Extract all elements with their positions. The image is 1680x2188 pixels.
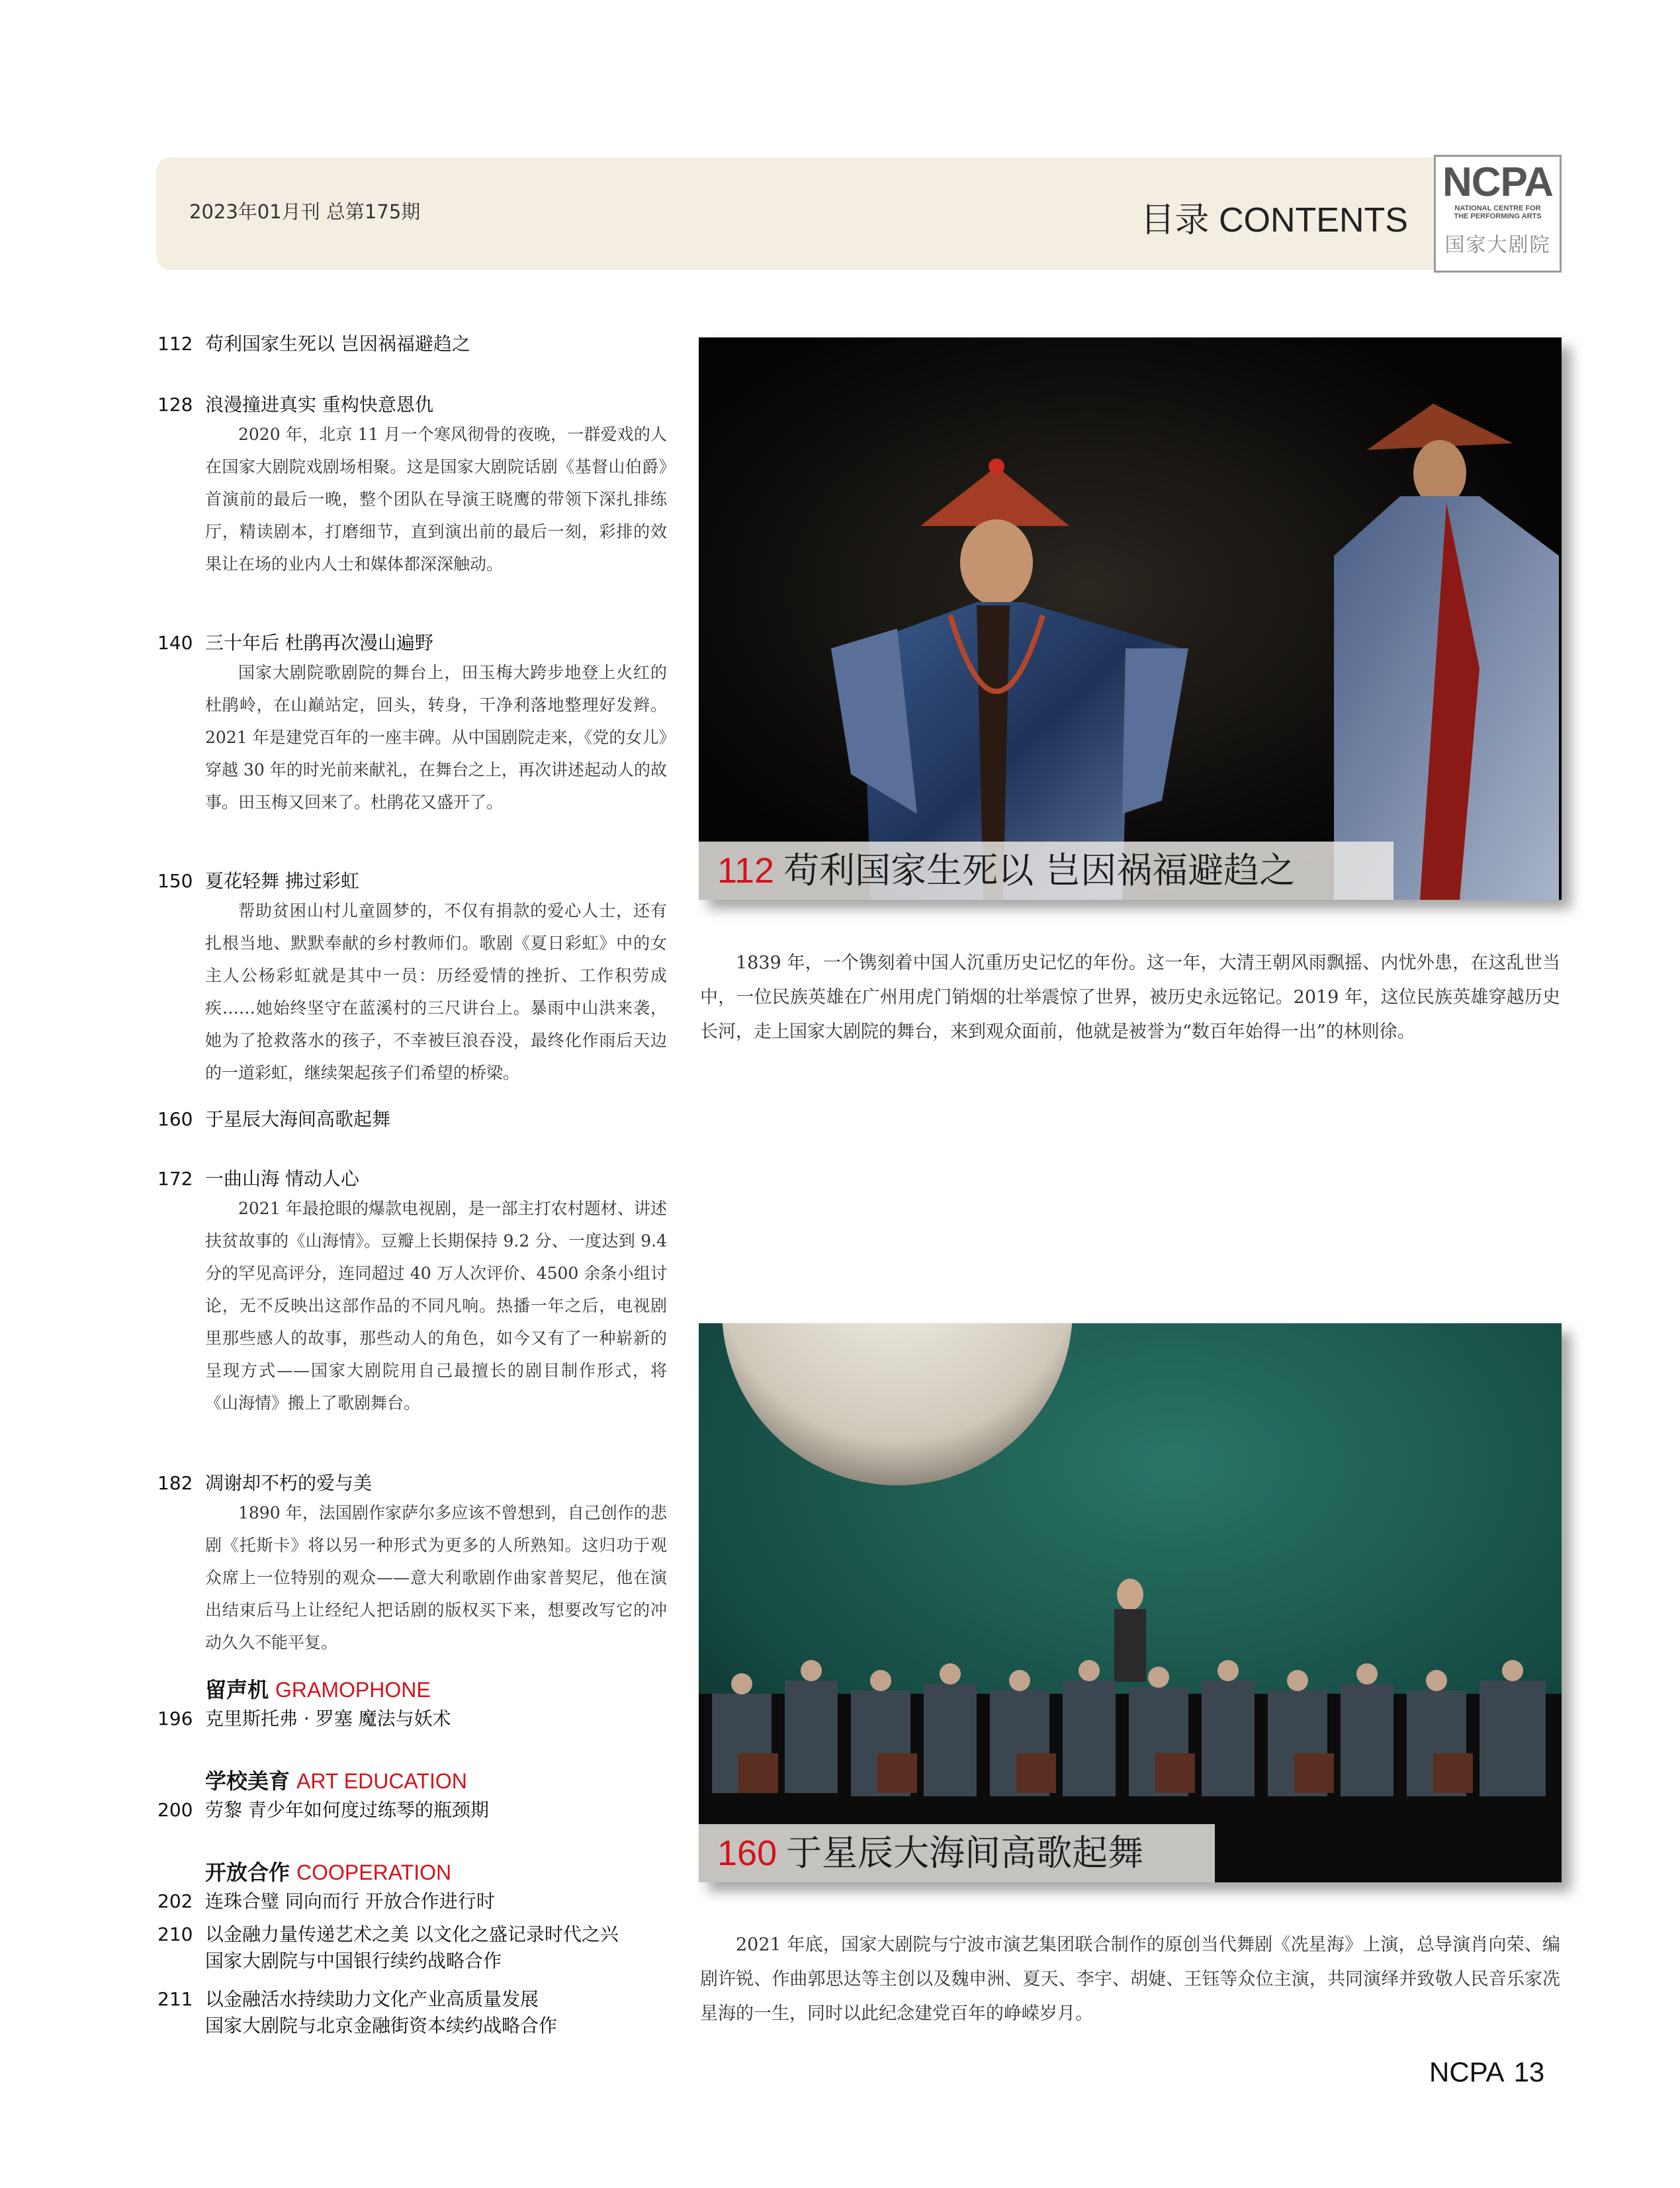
logo-cn: 国家大剧院	[1444, 234, 1551, 257]
toc-title: 于星辰大海间高歌起舞	[205, 1108, 391, 1130]
toc-title: 夏花轻舞 拂过彩虹	[205, 870, 359, 892]
footer-brand: NCPA	[1429, 2056, 1505, 2087]
feature-photo-112[interactable]	[699, 337, 1562, 900]
toc-entry-210[interactable]	[157, 1921, 667, 1974]
section-cn: 学校美育	[205, 1769, 290, 1794]
toc-page-number: 140	[157, 632, 193, 654]
logo-sub-2: THE PERFORMING ARTS	[1454, 212, 1542, 220]
toc-entry-160[interactable]	[157, 1106, 667, 1133]
feature-page-number: 112	[717, 851, 775, 891]
feature-photo-160[interactable]	[699, 1323, 1562, 1882]
toc-page-number: 200	[157, 1799, 193, 1821]
toc-title: 以金融力量传递艺术之美 以文化之盛记录时代之兴	[205, 1923, 619, 1945]
feature-title: 苟利国家生死以 岂因祸福避趋之	[783, 850, 1296, 891]
toc-page-number: 211	[157, 1988, 193, 2010]
toc-title: 苟利国家生死以 岂因祸福避趋之	[205, 333, 470, 355]
toc-page-number: 182	[157, 1472, 193, 1494]
toc-subtitle: 国家大剧院与北京金融街资本续约战略合作	[205, 2015, 558, 2036]
header-band	[156, 157, 1560, 270]
page-footer	[1429, 2056, 1544, 2088]
toc-entry-172[interactable]	[157, 1166, 667, 1419]
stage-photo-dance	[699, 1323, 1562, 1882]
toc-summary: 2020 年，北京 11 月一个寒风彻骨的夜晚，一群爱戏的人在国家大剧院戏剧场相聚。这是国家大剧院话剧《基督山伯爵》首演前的最后一晚，整个团队在导演王晓鹰的带领下深扎排练厅，精读剧本，打磨细节，直到演出前的最后一刻，彩排的效果让在场的业内人士和媒体都深深触动。	[205, 425, 667, 574]
toc-summary: 国家大剧院歌剧院的舞台上，田玉梅大跨步地登上火红的杜鹃岭，在山巅站定，回头，转身，干净利落地整理好发辫。2021 年是建党百年的一座丰碑。从中国剧院走来，《党的女儿》穿越 30 年的时光前来献礼，在舞台之上，再次讲述起动人的故事。田玉梅又回来了。杜鹃花又盛开了。	[205, 663, 667, 812]
section-cn: 开放合作	[205, 1860, 290, 1885]
toc-title: 凋谢却不朽的爱与美	[205, 1472, 373, 1494]
toc-page-number: 196	[157, 1708, 193, 1729]
issue-label: 2023年01月刊 总第175期	[189, 200, 421, 223]
stage-photo-opera	[699, 337, 1562, 900]
toc-page-number: 172	[157, 1168, 193, 1190]
ncpa-logo	[1434, 155, 1562, 273]
section-gramophone	[205, 1677, 431, 1703]
logo-main: NCPA	[1442, 159, 1554, 205]
feature-page-number: 160	[717, 1833, 777, 1873]
section-art-education	[205, 1768, 467, 1794]
toc-summary: 2021 年最抢眼的爆款电视剧，是一部主打农村题材、讲述扶贫故事的《山海情》。豆瓣上长期保持 9.2 分、一度达到 9.4 分的罕见高评分，连同超过 40 万人次评价、4500 余条小组讨论，无不反映出这部作品的不同凡响。热播一年之后，电视剧里那些感人的故事，那些动人的角色，如今又有了一种崭新的呈现方式——国家大剧院用自己最擅长的剧目制作形式，将《山海情》搬上了歌剧舞台。	[205, 1199, 667, 1413]
toc-title: 以金融活水持续助力文化产业高质量发展	[205, 1988, 539, 2010]
section-en: COOPERATION	[296, 1860, 452, 1884]
toc-title: 连珠合璧 同向而行 开放合作进行时	[205, 1890, 495, 1912]
toc-entry-112[interactable]	[157, 331, 667, 357]
footer-page-number: 13	[1513, 2056, 1545, 2087]
toc-title: 浪漫撞进真实 重构快意恩仇	[205, 394, 433, 416]
toc-summary: 帮助贫困山村儿童圆梦的，不仅有捐款的爱心人士，还有扎根当地、默默奉献的乡村教师们。歌剧《夏日彩虹》中的女主人公杨彩虹就是其中一员：历经爱情的挫折、工作积劳成疾……她始终坚守在蓝溪村的三尺讲台上。暴雨中山洪来袭，她为了抢救落水的孩子，不幸被巨浪吞没，最终化作雨后天边的一道彩虹，继续架起孩子们希望的桥梁。	[205, 901, 667, 1082]
toc-entry-202[interactable]	[157, 1888, 667, 1915]
toc-page-number: 210	[157, 1923, 193, 1945]
section-cooperation	[205, 1859, 451, 1886]
toc-entry-182[interactable]	[157, 1470, 667, 1659]
toc-title: 一曲山海 情动人心	[205, 1168, 359, 1190]
toc-title: 三十年后 杜鹃再次漫山遍野	[205, 632, 433, 654]
section-en: GRAMOPHONE	[275, 1678, 431, 1702]
toc-title: 克里斯托弗 · 罗塞 魔法与妖术	[205, 1708, 451, 1729]
caption-band	[699, 1824, 1215, 1882]
toc-entry-128[interactable]	[157, 392, 667, 580]
toc-summary: 1890 年，法国剧作家萨尔多应该不曾想到，自己创作的悲剧《托斯卡》将以另一种形式为更多的人所熟知。这归功于观众席上一位特别的观众——意大利歌剧作曲家普契尼，他在演出结束后马上让经纪人把话剧的版权买下来，想要改写它的冲动久久不能平复。	[205, 1503, 667, 1652]
feature-blurb-112: 1839 年，一个镌刻着中国人沉重历史记忆的年份。这一年，大清王朝风雨飘摇、内忧外患，在这乱世当中，一位民族英雄在广州用虎门销烟的壮举震惊了世界，被历史永远铭记。2019 年，这位民族英雄穿越历史长河，走上国家大剧院的舞台，来到观众面前，他就是被誉为“数百年始得一出”的林则徐。	[700, 953, 1560, 1042]
toc-entry-200[interactable]	[157, 1797, 667, 1823]
toc-entry-150[interactable]	[157, 868, 667, 1089]
toc-entry-140[interactable]	[157, 630, 667, 818]
feature-title: 于星辰大海间高歌起舞	[786, 1832, 1144, 1874]
feature-caption	[717, 851, 1295, 891]
caption-band	[699, 842, 1393, 900]
toc-entry-196[interactable]	[157, 1706, 667, 1732]
toc-page-number: 150	[157, 870, 193, 892]
logo-sub-1: NATIONAL CENTRE FOR	[1454, 204, 1541, 212]
feature-caption	[717, 1833, 1143, 1873]
toc-entry-211[interactable]	[157, 1986, 667, 2039]
page-title: 目录 CONTENTS	[1140, 201, 1408, 240]
toc-page-number: 160	[157, 1108, 193, 1130]
toc-page-number: 112	[157, 333, 193, 355]
toc-page-number: 128	[157, 394, 193, 416]
toc-title: 劳黎 青少年如何度过练琴的瓶颈期	[205, 1799, 489, 1821]
section-en: ART EDUCATION	[296, 1769, 467, 1793]
feature-blurb-160: 2021 年底，国家大剧院与宁波市演艺集团联合制作的原创当代舞剧《冼星海》上演，总导演肖向荣、编剧许锐、作曲郭思达等主创以及魏申洲、夏天、李宇、胡婕、王钰等众位主演，共同演绎并致敬人民音乐家冼星海的一生，同时以此纪念建党百年的峥嵘岁月。	[700, 1935, 1560, 2024]
toc-page-number: 202	[157, 1890, 193, 1912]
toc-subtitle: 国家大剧院与中国银行续约战略合作	[205, 1950, 502, 1972]
section-cn: 留声机	[205, 1677, 269, 1702]
